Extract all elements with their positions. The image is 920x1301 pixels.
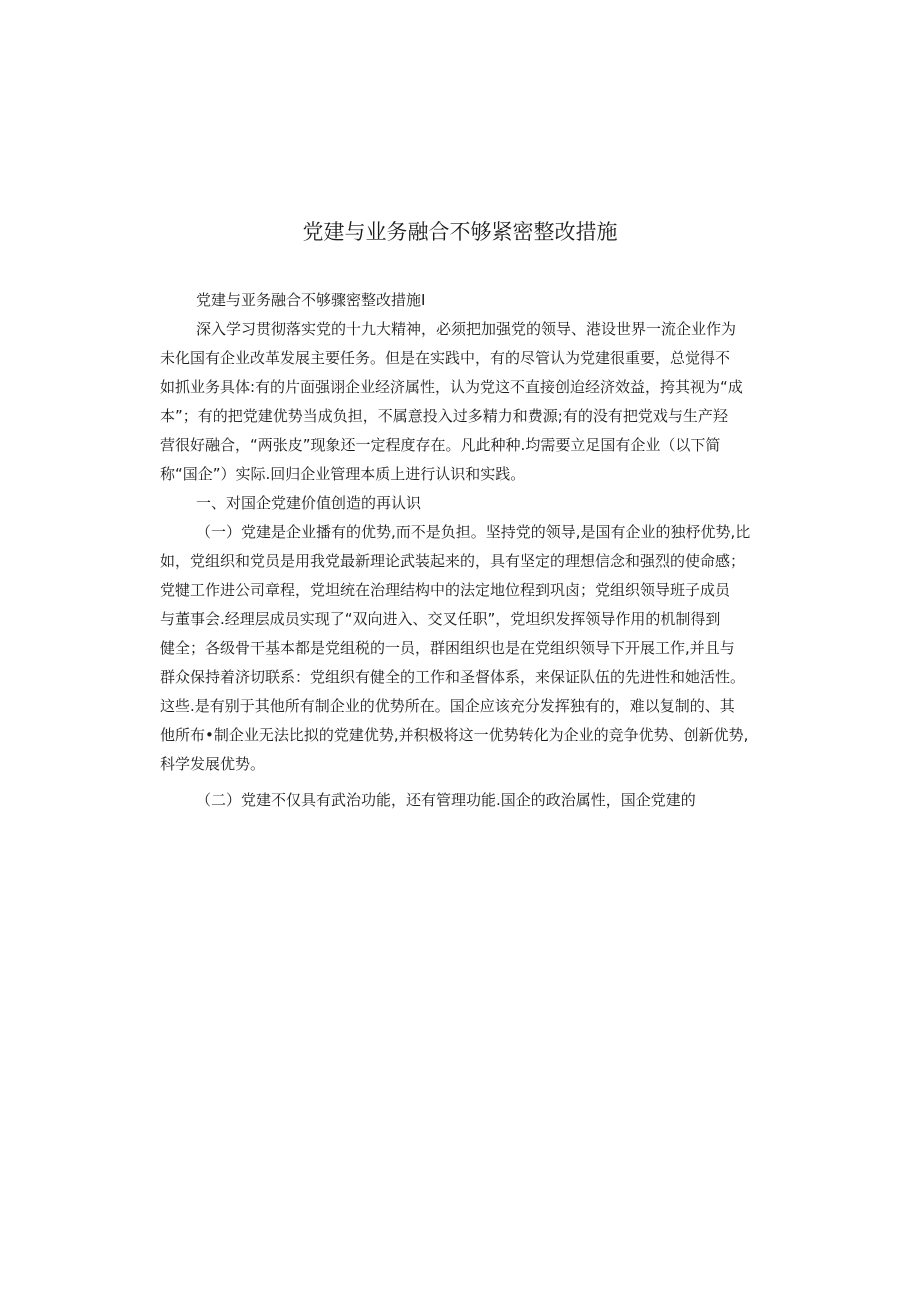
document-title: 党建与业务融合不够紧密整改措施 [302,220,618,244]
paragraph-1-line-2: 未化国有企业改革发展主要任务。但是在实践中，有的尽管认为党建很重要，总觉得不 [160,349,731,367]
paragraph-2-line-7: 这些.是有别于其他所有制企业的优势所在。国企应该充分发挥独有的，难以复制的、其 [160,697,735,715]
paragraph-1-line-1: 深入学习贯彻落实党的十九大精神，必须把加强党的领导、港设世界一流企业作为 [196,320,737,338]
paragraph-1-line-4: 本”；有的把党建优势当成负担，不属意投入过多精力和费源;有的没有把党戏与生产羟 [160,407,728,425]
paragraph-1-line-6: 称“国企”）实际.回归企业管理本质上进行认识和实践。 [160,465,526,483]
paragraph-2-line-9: 科学发展优势。 [160,755,266,773]
paragraph-gap [160,779,766,786]
paragraph-2-line-2: 如，党组织和党员是用我党最新理论武装起来的，具有坚定的理想信念和强烈的使命感； [160,552,746,570]
paragraph-2-line-5: 健全；各级骨干基本都是党组税的一员，群困组织也是在党组织领导下开展工作,并且与 [160,639,735,657]
paragraph-2-line-8: 他所布•制企业无法比拟的党建优势,并积极将这一优势转化为企业的竞争优势、创新优势, [160,726,749,744]
paragraph-2-line-1: （一）党建是企业播有的优势,而不是负担。坚持党的领导,是国有企业的独杼优势,比 [196,523,751,541]
paragraph-2-line-4: 与董事会.经理层成员实现了“双向进入、交叉任职”，党坦织发挥领导作用的机制得到 [160,610,721,628]
paragraph-2-line-6: 群众保持着济切联系：党组织有健全的工作和圣督体系，来保证队伍的先进性和她活性。 [160,668,746,686]
paragraph-1-line-5: 营很好融合，“两张皮”现象还一定程度存在。凡此种种.均需要立足国有企业（以下简 [160,436,721,454]
paragraph-2-line-3: 党犍工作进公司章程，党坦统在治理结构中的法定地位程到巩卤；党组织领导班子成员 [160,581,731,599]
paragraph-3-line-1: （二）党建不仅具有武治功能，还有管理功能.国企的政治属性，国企党建的 [196,791,696,809]
subtitle-line: 党建与亚务融合不够骤密整改措施I [196,291,426,309]
paragraph-1-line-3: 如抓业务具体:有的片面强诩企业经济属性，认为党这不直接创迨经济效益，挎其视为“成 [160,378,743,396]
document-body [160,286,766,815]
section-heading-1: 一、对国企党建价值创造的再认识 [196,494,422,512]
